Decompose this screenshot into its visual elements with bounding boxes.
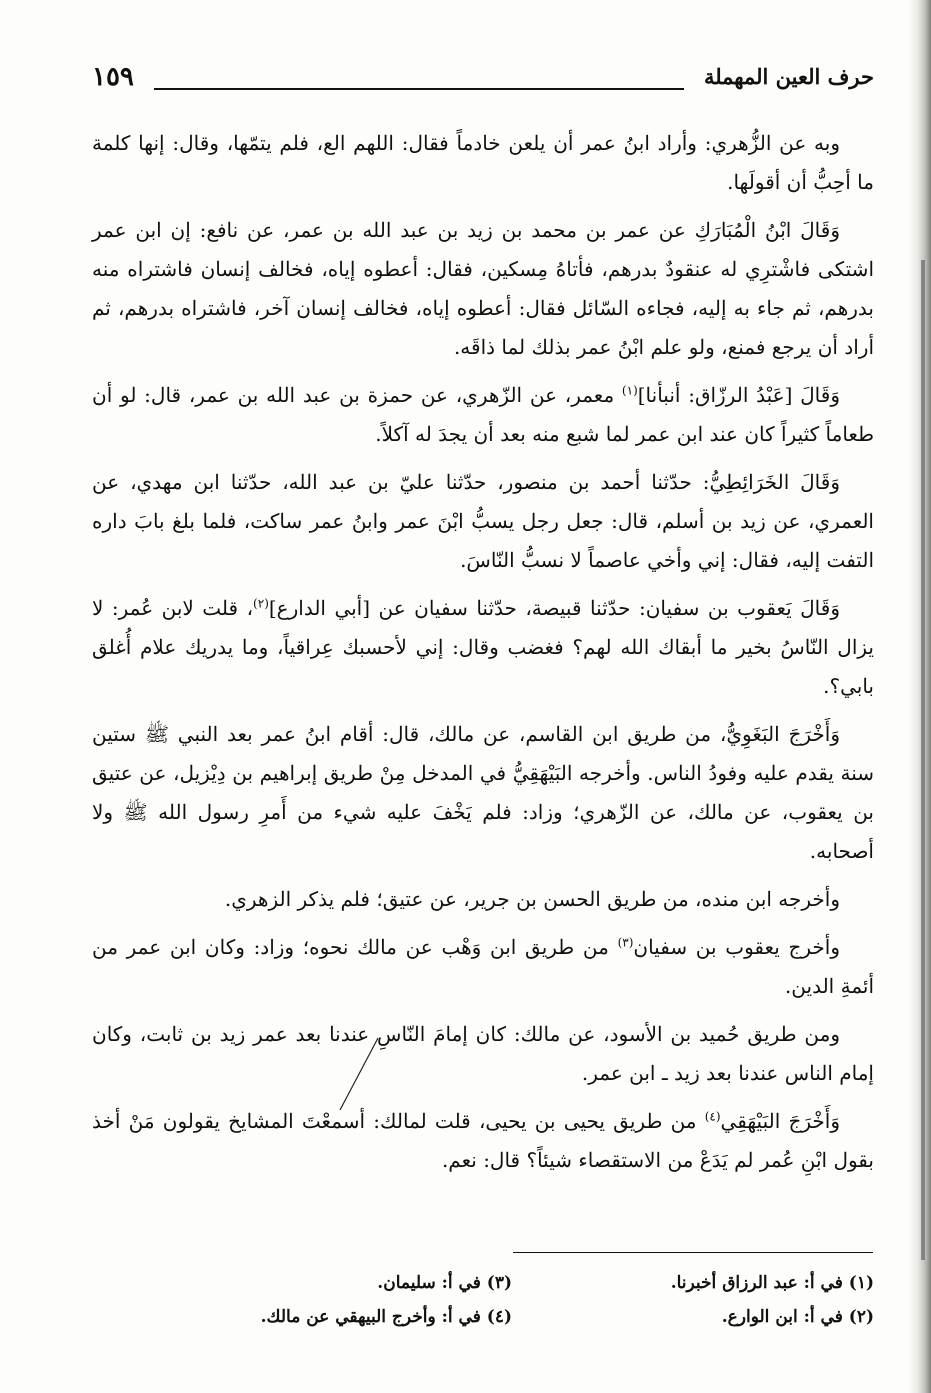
chapter-title: حرف العين المهملة xyxy=(703,64,874,89)
paragraph-8-head: وأخرج يعقوب بن سفيان xyxy=(633,935,840,959)
footnote-separator xyxy=(513,1252,873,1253)
footnote-marker-2: (٢) xyxy=(253,596,269,611)
paragraph-6: وَأَخْرَجَ البَغَوِيُّ، من طريق ابن القاسم، عن مالك، قال: أقام ابنُ عمر بعد النبي ﷺ ستين سنة يقدم عليه وفودُ الناس. وأخرجه البَيْهَقِيُّ في المدخل مِنْ طريق إبراهيم بن دِيْزيل، عن عتيق بن يعقوب، عن مالك، عن الزّهري؛ وزاد: فلم يَخْفَ عليه شيء من أَمرِ رسول الله ﷺ ولا أصحابه. xyxy=(92,722,874,863)
paragraph-1: وبه عن الزُّهري: وأراد ابنُ عمر أن يلعن خادماً فقال: اللهم الع، فلم يتمّها، وقال: إنها كلمة ما أحِبُّ أن أقولَها. xyxy=(92,131,874,194)
book-spine-edge xyxy=(921,260,925,1260)
paragraph-2: وَقَالَ ابْنُ الْمُبَارَكِ عن عمر بن محمد بن زيد بن عبد الله بن عمر، عن نافع: إن ابن عمر اشتكى فاشْترِي له عنقودٌ بدرهم، فأتاهُ مِسكين، فقال: أعطوه إياه، فخالف إنسان فاشتراه منه بدرهم، ثم جاء به إليه، فجاءه السّائل فقال: أعطوه إياه، فخالف إنسان آخر، فاشتراه بدرهم، ثم أراد أن يرجع فمنع، ولو علم ابْنُ عمر بذلك لما ذاقَه. xyxy=(92,218,874,359)
footnote-1: (١) في أ: عبد الرزاق أخبرنا. xyxy=(670,1273,874,1293)
footnote-3: (٣) في أ: سليمان. xyxy=(377,1273,512,1293)
footnote-2: (٢) في أ: ابن الوارع. xyxy=(721,1307,874,1327)
header-rule xyxy=(154,88,684,90)
paragraph-5-head: وَقَالَ يَعقوب بن سفيان: حدّثنا قبيصة، حدّثنا سفيان عن [أبي الدارع] xyxy=(268,596,840,620)
pen-stroke-mark xyxy=(336,1036,380,1112)
paragraph-9: ومن طريق حُميد بن الأسود، عن مالك: كان إمامَ النّاسِ عندنا بعد عمر زيد بن ثابت، وكان إمام الناس عندنا بعد زيد ـ ابن عمر. xyxy=(92,1022,874,1085)
paragraph-3 xyxy=(92,376,874,454)
paragraph-7: وأخرجه ابن منده، من طريق الحسن بن جرير، عن عتيق؛ فلم يذكر الزهري. xyxy=(224,887,840,911)
paragraph-3-head: وَقَالَ [عَبْدُ الرزّاق: أنبأنا] xyxy=(637,383,840,407)
paragraph-10-head: وَأَخْرَجَ البَيْهَقِي xyxy=(720,1109,840,1133)
footnote-marker-4: (٤) xyxy=(704,1109,721,1124)
footnotes xyxy=(150,1266,874,1334)
paragraph-10-tail: من طريق يحيى بن يحيى، قلت لمالك: أسمعْتَ المشايخ يقولون مَنْ أخذ بقول ابْنِ عُمر لم يَدَعْ من الاستقصاء شيئاً؟ قال: نعم. xyxy=(92,1109,874,1172)
main-text xyxy=(92,124,874,1189)
book-spine-shadow xyxy=(909,0,931,1393)
paragraph-10 xyxy=(92,1102,874,1180)
paragraph-4: وَقَالَ الخَرَائِطِيُّ: حدّثنا أحمد بن منصور، حدّثنا عليّ بن عبد الله، حدّثنا ابن مهدي، عن العمري، عن زيد بن أسلم، قال: جعل رجل يسبُّ ابْنَ عمر وابنُ عمر ساكت، فلما بلغ بابَ داره التفت إليه، فقال: إني وأخي عاصماً لا نسبُّ النّاسَ. xyxy=(92,470,874,572)
running-header xyxy=(92,60,874,100)
paragraph-5-tail: ، قلت لابن عُمر: لا يزال النّاسُ بخير ما أبقاك الله لهم؟ فغضب وقال: إني لأحسبك عِراقياً، وما يدريك علام أُغلق بابي؟. xyxy=(92,596,874,698)
paragraph-8-tail: من طريق ابن وَهْب عن مالك نحوه؛ وزاد: وكان ابن عمر من أئمةِ الدين. xyxy=(92,935,874,998)
footnote-row-1 xyxy=(150,1266,874,1300)
footnote-marker-3: (٣) xyxy=(617,935,634,950)
paragraph-8 xyxy=(92,928,874,1006)
page-number: ١٥٩ xyxy=(92,62,134,92)
footnote-4: (٤) في أ: وأخرج البيهقي عن مالك. xyxy=(260,1307,512,1327)
paragraph-3-tail: معمر، عن الزّهري، عن حمزة بن عبد الله بن عمر، قال: لو أن طعاماً كثيراً كان عند ابن عمر لما شبع منه بعد أن يجدَ له آكلاً. xyxy=(92,383,874,446)
footnote-marker-1: (١) xyxy=(621,383,638,398)
footnote-row-2 xyxy=(150,1300,874,1334)
paragraph-5 xyxy=(92,589,874,706)
